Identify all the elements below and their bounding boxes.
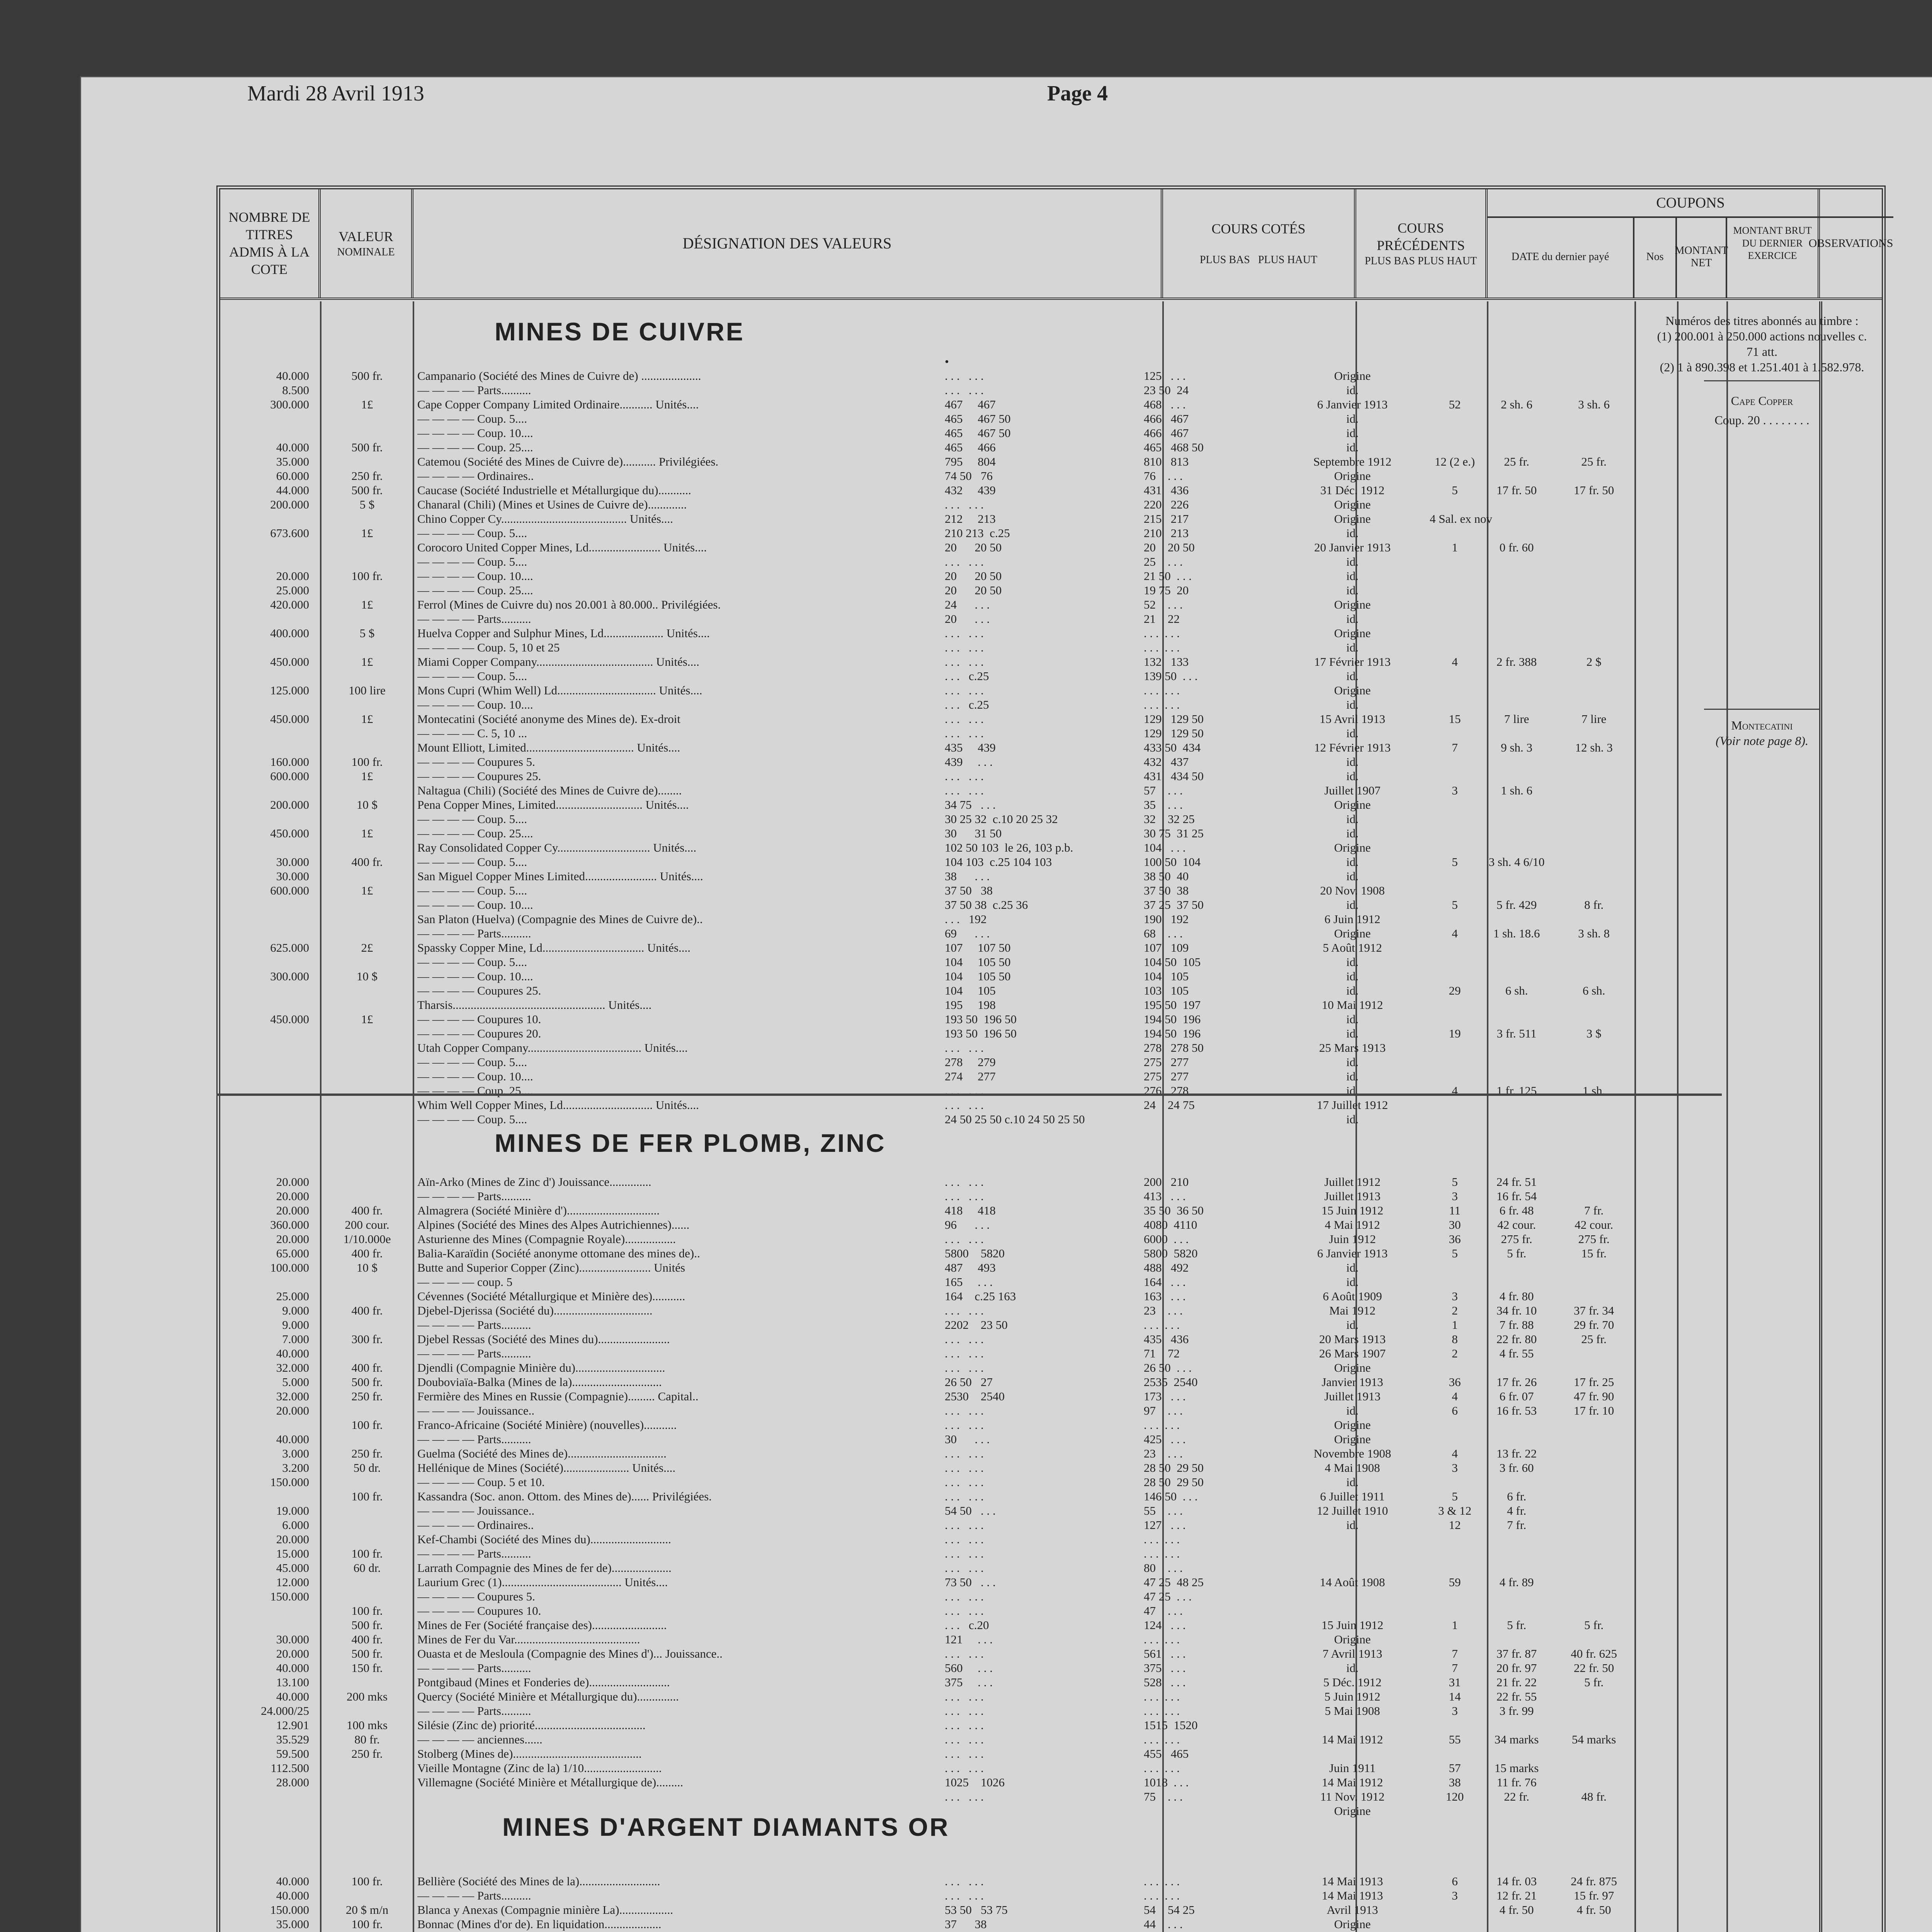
coupon-net-header: MONTANT NET	[1677, 216, 1727, 298]
fer-coupon-dates: Juillet 1912 Juillet 1913 15 Juin 1912 4 Mai 1912 Juin 1912 6 Janvier 1913 id. id. 6 Août 1909 Mai 1912 id. 20 Mars 1913 26 Mars 1907 Origine Janvier 1913 Juillet 1913 id. Origine Origine Novembre 1908 4 Mai 1908 id. 6 Juillet 1911 12 Juillet 1910 id. 14 Août 1908 15 Juin 1912 Origine 7 Avril 1913 id. 5 Déc. 1912 5 Juin 1912 5 Mai 1908 14 Mai 1912 Juin 1911 14 Mai 1912 11 Nov. 1912 Origine	[1313, 1175, 1391, 1818]
fer-cours-precedents: 200 210 413 . . . 35 50 36 50 4080 4110 6000 . . . 5800 5820 488 492 164 . . . 163 . . . 23 . . . . . . . . . 435 436 71 72 26 50 . . . 2535 2540 173 . . . 97 . . . . . . . . . 425 . . . 23 . . . 28 50 29 50 28 50 29 50 146 50 . . . 55 . . . 127 . . . . . . . . . . . . . . . 80 . . . 47 25 48 25 47 25 . . . 47 . . . 124 . . . . . . . . . 561 . . . 375 . . . 528 . . . . . . . . . . . . . . . 1515 1520 . . . . . . 455 465 . . . . . . 1018 . . . 75 . . .	[1144, 1175, 1204, 1803]
argent-quantities: 40.000 40.000 150.000 35.000	[270, 1874, 309, 1931]
col-valeur-header: VALEUR NOMINALE	[321, 189, 413, 298]
issue-date: Mardi 28 Avril 1913	[247, 82, 424, 105]
section-title-argent: MINES D'ARGENT DIAMANTS OR	[502, 1813, 950, 1841]
cuivre-coupon-net: 2 sh. 6 25 fr. 17 fr. 50 0 fr. 60 2 fr. 388 7 lire 9 sh. 3 1 sh. 6 3 sh. 4 6/10 5 fr. 429 1 sh. 18.6 6 sh. 3 fr. 511 1 fr. 125	[1488, 398, 1545, 1097]
observations-montecatini	[1654, 703, 1870, 748]
col-divider	[320, 301, 321, 1932]
observations-header: OBSERVATIONS	[1808, 237, 1893, 250]
page-number: Page 4	[1047, 82, 1108, 105]
observation-montecatini: Montecatini	[1731, 718, 1793, 732]
observation-cape-coupon: Coup. 20 . . . . . . . .	[1714, 413, 1810, 427]
observation-timbre: Numéros des titres abonnés au timbre :	[1665, 314, 1859, 328]
observation-cape-copper: Cape Copper	[1731, 394, 1793, 408]
col-divider	[413, 301, 414, 1932]
fer-nominal-values: 400 fr. 200 cour. 1/10.000e 400 fr. 10 $ 400 fr. 300 fr. 400 fr. 500 fr. 250 fr. 100 fr. 250 fr. 50 dr. 100 fr. 100 fr. 60 dr. 100 fr. 500 fr. 400 fr. 500 fr. 150 fr. 200 mks 100 mks 80 fr. 250 fr.	[343, 1204, 391, 1760]
argent-designations: Bellière (Société des Mines de la)........................... — — — — Parts.......... Blanca y Anexas (Compagnie minière La).................. Bonnac (Mines d'or de). En liquidation...................	[417, 1874, 673, 1931]
col-cours-cotes-header: COURS COTÉS PLUS BAS PLUS HAUT	[1163, 189, 1356, 298]
fer-coupon-brut: 7 fr. 42 cour. 275 fr. 15 fr. 37 fr. 34 29 fr. 70 25 fr. 17 fr. 25 47 fr. 90 17 fr. 10 5 fr. 40 fr. 625 22 fr. 50 5 fr. 54 marks 48 fr.	[1571, 1204, 1617, 1803]
argent-cours-cotes: . . . . . . . . . . . . 53 50 53 75 37 38	[945, 1874, 1008, 1931]
cuivre-quantities: 40.000 8.500 300.000 40.000 35.000 60.000 44.000 200.000 673.600 20.000 25.000 420.000 400.000 450.000 125.000 450.000 160.000 600.000 200.000 450.000 30.000 30.000 600.000 625.000 300.000 450.000	[270, 369, 309, 1026]
header-rule	[220, 298, 1882, 304]
col-nombre-header: NOMBRE DE TITRES ADMIS À LA COTE	[220, 189, 321, 298]
observation-note-1: (1) 200.001 à 250.000 actions nouvelles c. 71 att.	[1657, 329, 1867, 359]
observation-note-2: (2) 1 à 890.398 et 1.251.401 à 1.582.978.	[1660, 360, 1864, 374]
fer-cours-cotes: . . . . . . . . . . . . 418 418 96 . . . . . . . . . 5800 5820 487 493 165 . . . 164 c.25 163 . . . . . . 2202 23 50 . . . . . . . . . . . . . . . . . . 26 50 27 2530 2540 . . . . . . . . . . . . 30 . . . . . . . . . . . . . . . . . . . . . . . . . . . 54 50 . . . . . . . . . . . . . . . . . . . . . . . . . . . 73 50 . . . . . . . . . . . . . . . . . . c.20 121 . . . . . . . . . 560 . . . 375 . . . . . . . . . . . . . . . . . . . . . . . . . . . . . . . . . . . . . . . 1025 1026 . . . . . .	[945, 1175, 1016, 1803]
observation-note-page: (Voir note page 8).	[1716, 734, 1808, 748]
fer-designations: Aïn-Arko (Mines de Zinc d') Jouissance.............. — — — — Parts.......... Almagrera (Société Minière d')............................... Alpines (Société des Mines des Alpes Autrichiennes)...... Asturienne des Mines (Compagnie Royale)................. Balia-Karaïdin (Société anonyme ottomane des mines de).. Butte and Superior Copper (Zinc)........................ Unités — — — — coup. 5 Cévennes (Société Métallurgique et Minière des)........... Djebel-Djerissa (Société du)................................. — — — — Parts.......... Djebel Ressas (Société des Mines du)........................ — — — — Parts.......... Djendli (Compagnie Minière du).............................. Douboviaïa-Balka (Mines de la).............................. Fermière des Mines en Russie (Compagnie)......... Capital.. — — — — Jouissance.. Franco-Africaine (Société Minière) (nouvelles)........... — — — — Parts.......... Guelma (Société des Mines de)................................. Hellénique de Mines (Société)...................... Unités.... — — — — Coup. 5 et 10. Kassandra (Soc. anon. Ottom. des Mines de)...... Privilégiées. — — — — Jouissance.. — — — — Ordinaires.. Kef-Chambi (Société des Mines du)........................... — — — — Parts.......... Larrath Compagnie des Mines de fer de).................... Laurium Grec (1)........................................ Unités.... — — — — Coupures 5. — — — — Coupures 10. Mines de Fer (Société française des)......................... Mines de Fer du Var.......................................... Ouasta et de Mesloula (Compagnie des Mines d')... Jouissance.. — — — — Parts.......... Pontgibaud (Mines et Fonderies de)........................... Quercy (Société Minière et Métallurgique du).............. — — — — Parts.......... Silésie (Zinc de) priorité..................................... — — — — anciennes...... Stolberg (Mines de)........................................... Vieille Montagne (Zinc de la) 1/10.......................... Villemagne (Société Minière et Métallurgique de).........	[417, 1175, 723, 1789]
coupon-no-header: Nos	[1634, 216, 1677, 298]
cuivre-coupon-brut: 3 sh. 6 25 fr. 17 fr. 50 2 $ 7 lire 12 sh. 3 8 fr. 3 sh. 8 6 sh. 3 $ 1 sh.	[1573, 398, 1614, 1097]
observations-notes	[1654, 313, 1870, 428]
argent-coupon-dates: 14 Mai 1913 14 Mai 1913 Avril 1913 Origine	[1321, 1874, 1383, 1931]
col-divider	[1634, 301, 1636, 1932]
fer-quantities: 20.000 20.000 20.000 360.000 20.000 65.000 100.000 25.000 9.000 9.000 7.000 40.000 32.000 5.000 32.000 20.000 40.000 3.000 3.200 150.000 19.000 6.000 20.000 15.000 45.000 12.000 150.000 30.000 20.000 40.000 13.100 40.000 24.000/25 12.901 35.529 59.500 112.500 28.000	[261, 1175, 309, 1789]
argent-cours-precedents: . . . . . . . . . . . . 54 54 25 44 . . .	[1144, 1874, 1195, 1931]
fer-coupon-numbers: 5 3 11 30 36 5 3 2 1 8 2 36 4 6 4 3 5 3 & 12 12 59 1 7 7 31 14 3 55 57 38 120	[1438, 1175, 1472, 1803]
section-title-fer: MINES DE FER PLOMB, ZINC	[495, 1129, 886, 1157]
argent-coupon-brut: 24 fr. 875 15 fr. 97 4 fr. 50	[1571, 1874, 1617, 1917]
cuivre-nominal-values: 500 fr. 1£ 500 fr. 250 fr. 500 fr. 5 $ 1£ 100 fr. 1£ 5 $ 1£ 100 lire 1£ 100 fr. 1£ 10 $ 1£ 400 fr. 1£ 2£ 10 $ 1£	[349, 369, 386, 1026]
observation-rule	[1704, 709, 1820, 710]
cuivre-designations: Campanario (Société des Mines de Cuivre de) .................... — — — — Parts.......... Cape Copper Company Limited Ordinaire........... Unités.... — — — — Coup. 5.... — — — — Coup. 10.... — — — — Coup. 25.... Catemou (Société des Mines de Cuivre de)........... Privilégiées. — — — — Ordinaires.. Caucase (Société Industrielle et Métallurgique du)........... Chanaral (Chili) (Mines et Usines de Cuivre de)............. Chino Copper Cy.......................................... Unités.... — — — — Coup. 5.... Corocoro United Copper Mines, Ld........................ Unités.... — — — — Coup. 5.... — — — — Coup. 10.... — — — — Coup. 25.... Ferrol (Mines de Cuivre du) nos 20.001 à 80.000.. Privilégiées. — — — — Parts.......... Huelva Copper and Sulphur Mines, Ld.................... Unités.... — — — — Coup. 5, 10 et 25 Miami Copper Company....................................... Unités.... — — — — Coup. 5.... Mons Cupri (Whim Well) Ld................................. Unités.... — — — — Coup. 10.... Montecatini (Société anonyme des Mines de). Ex-droit — — — — C. 5, 10 ... Mount Elliott, Limited.................................... Unités.... — — — — Coupures 5. — — — — Coupures 25. Naltagua (Chili) (Société des Mines de Cuivre de)........ Pena Copper Mines, Limited............................. Unités.... — — — — Coup. 5.... — — — — Coup. 25.... Ray Consolidated Copper Cy............................... Unités.... — — — — Coup. 5.... San Miguel Copper Mines Limited........................ Unités.... — — — — Coup. 5.... — — — — Coup. 10.... San Platon (Huelva) (Compagnie des Mines de Cuivre de).. — — — — Parts.......... Spassky Copper Mine, Ld.................................. Unités.... — — — — Coup. 5.... — — — — Coup. 10.... — — — — Coupures 25. Tharsis................................................... Unités.... — — — — Coupures 10. — — — — Coupures 20. Utah Copper Company...................................... Unités.... — — — — Coup. 5.... — — — — Coup. 10.... — — — — Coup. 25.... Whim Well Copper Mines, Ld.............................. Unités.... — — — — Coup. 5....	[417, 369, 721, 1126]
col-divider	[1726, 301, 1728, 1932]
argent-nominal-values: 100 fr. 20 $ m/n 100 fr.	[345, 1874, 389, 1931]
col-montant-brut-header: MONTANT BRUT DU DERNIER EXERCICE	[1727, 189, 1820, 298]
page-header	[247, 81, 1816, 158]
section-rule	[216, 1094, 1722, 1096]
argent-coupon-net: 14 fr. 03 12 fr. 21 4 fr. 50	[1496, 1874, 1537, 1917]
col-cours-precedents-header: COURS PRÉCÉDENTS PLUS BAS PLUS HAUT	[1356, 189, 1488, 298]
coupons-header: COUPONS	[1488, 189, 1893, 218]
observations-divider	[1819, 301, 1822, 1932]
cuivre-coupon-numbers: 52 12 (2 e.) 5 4 Sal. ex 1 4 15 7 3 5 5 4 29 19 4	[1430, 398, 1475, 1097]
section-title-cuivre: MINES DE CUIVRE	[495, 317, 745, 346]
cuivre-cours-cotes: • . . . . . . . . . . . . 467 467 465 467 50 465 467 50 465 466 795 804 74 50 76 432 439 . . . . . . 212 213 210 213 c.25 20 20 50 . . . . . . 20 20 50 20 20 50 24 . . . 20 . . . . . . . . . . . . . . . . . . . . . . . . c.25 . . . . . . . . . c.25 . . . . . . . . . . . . 435 439 439 . . . . . . . . . . . . . . . 34 75 . . . 30 25 32 c.10 20 25 32 30 31 50 102 50 103 le 26, 103 p.b. 104 103 c.25 104 103 38 . . . 37 50 38 37 50 38 c.25 36 . . . 192 69 . . . 107 107 50 104 105 50 104 105 50 104 105 195 198 193 50 196 50 193 50 196 50 . . . . . . 278 279 274 277 . . . . . . . . . . . . 24 50 25 50 c.10 24 50 25 50	[945, 355, 1085, 1126]
cuivre-coupon-dates: Origine id. 6 Janvier 1913 id. id. id. Septembre 1912 Origine 31 Déc. 1912 Origine Origine id. 20 Janvier 1913 id. id. id. Origine id. Origine id. 17 Février 1913 id. Origine id. 15 Avril 1913 id. 12 Février 1913 id. id. Juillet 1907 Origine id. id. Origine id. id. 20 Nov. 1908 id. 6 Juin 1912 Origine 5 Août 1912 id. id. id. 10 Mai 1912 id. id. 25 Mars 1913 id. id. id. 17 Juillet 1912 id.	[1313, 369, 1392, 1126]
cuivre-cours-precedents: 125 . . . 23 50 24 468 . . . 466 467 466 467 465 468 50 810 813 76 . . . 431 436 220 226 215 217 210 213 20 20 50 25 . . . 21 50 . . . 19 75 20 52 . . . 21 22 . . . . . . . . . . . . 132 133 139 50 . . . . . . . . . . . . . . . 129 129 50 129 129 50 433 50 434 432 437 431 434 50 57 . . . 35 . . . 32 32 25 30 75 31 25 104 . . . 100 50 104 38 50 40 37 50 38 37 25 37 50 190 192 68 . . . 107 109 104 50 105 104 105 103 105 195 50 197 194 50 196 194 50 196 278 278 50 275 277 275 277 276 278 24 24 75	[1144, 369, 1204, 1112]
observation-rule	[1704, 380, 1820, 381]
fer-coupon-net: 24 fr. 51 16 fr. 54 6 fr. 48 42 cour. 275 fr. 5 fr. 4 fr. 80 34 fr. 10 7 fr. 88 22 fr. 80 4 fr. 55 17 fr. 26 6 fr. 07 16 fr. 53 13 fr. 22 3 fr. 60 6 fr. 4 fr. 7 fr. 4 fr. 89 5 fr. 37 fr. 87 20 fr. 97 21 fr. 22 22 fr. 55 3 fr. 99 34 marks 15 marks 11 fr. 76 22 fr.	[1494, 1175, 1539, 1803]
coupon-date-header: DATE du dernier payé	[1488, 216, 1634, 298]
col-designation-header: DÉSIGNATION DES VALEURS	[413, 189, 1163, 298]
argent-coupon-numbers: 6 3	[1452, 1874, 1458, 1902]
col-divider	[1677, 301, 1679, 1932]
